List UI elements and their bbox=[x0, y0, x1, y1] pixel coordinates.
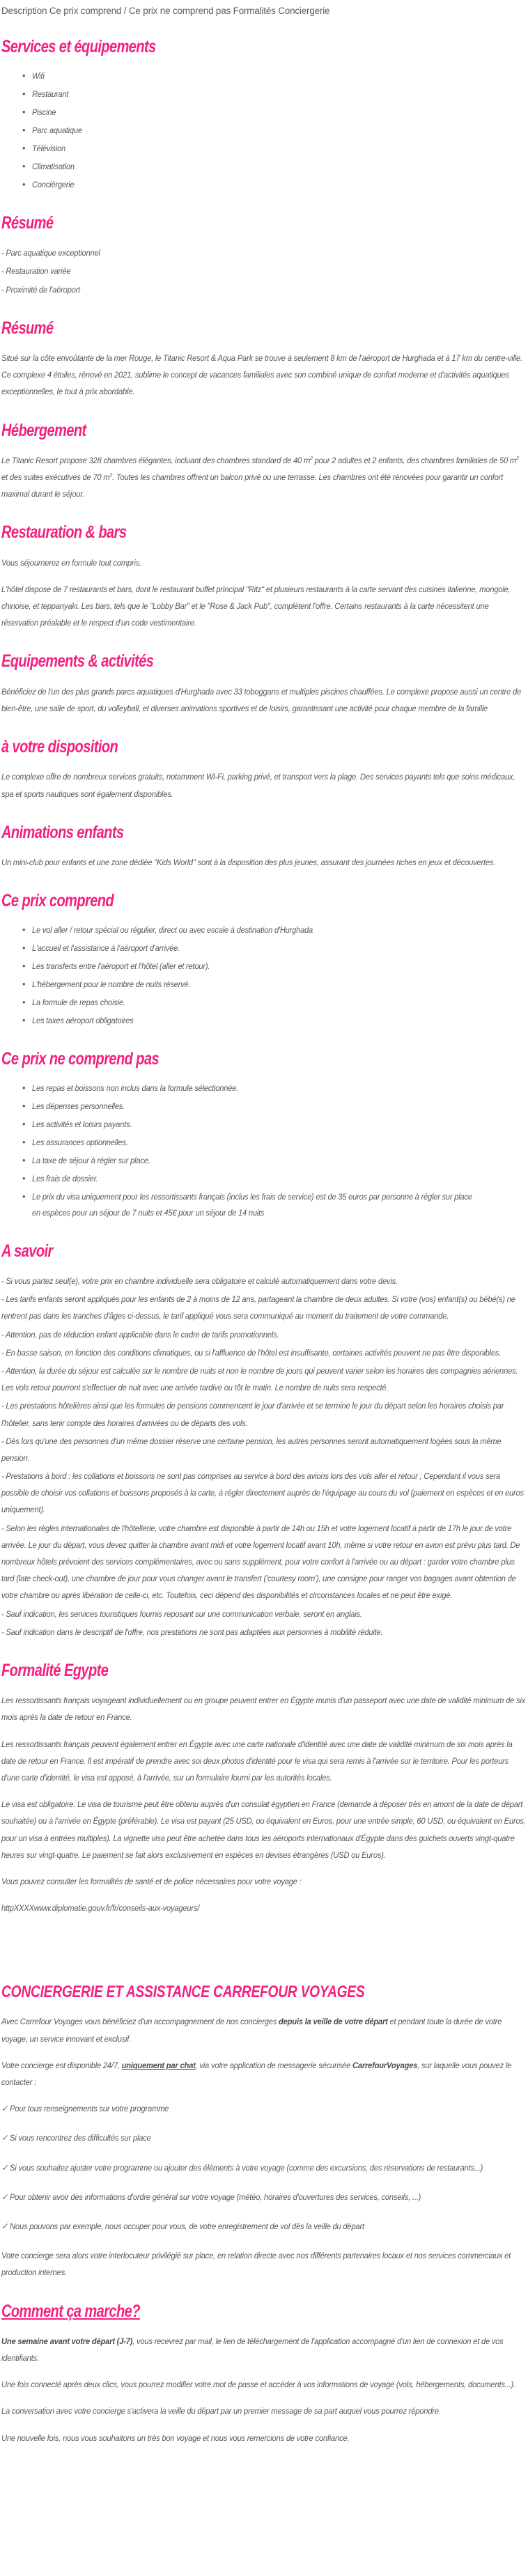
dash-line: - Les prestations hôtelières ainsi que les formules de pensions commencent le jour d'arrivée et se termine le jour du départ selon les horaires choisis par l'hôtelier, sans tenir compte des horaires d'arrivées ou de départs des vols. bbox=[1, 1401, 504, 1428]
check-line: ✓ Pour obtenir avoir des informations d'ordre général sur votre voyage (météo, horaires d'ouvertures des services, conseils, ...) bbox=[1, 2191, 421, 2202]
heb-part-1: Le Titanic Resort propose 328 chambres élégantes, incluant des chambres standard de 40 m bbox=[1, 455, 311, 465]
check-line: ✓ Pour tous renseignements sur votre programme bbox=[1, 2104, 169, 2114]
list-item: • Le prix du visa uniquement pour les ressortissants français (inclus les frais de service) est de 35 euros par personne à régler sur place en espèces pour un séjour de 7 nuits et 45€ pour un séjour de 14 nuits bbox=[22, 1189, 527, 1221]
heb-part-2: pour 2 adultes et 2 enfants, des chambres familiales de 50 m bbox=[312, 455, 517, 465]
list-item: • L'accueil et l'assistance à l'aéroport d'arrivée. bbox=[22, 940, 527, 956]
conciergerie-intro-part2: et pendant toute la durée de votre voyage, un service innovant et exclusif. bbox=[1, 2017, 502, 2044]
disposition-paragraph: Le complexe offre de nombreux services gratuits, notamment Wi-Fi, parking privé, et transport vers la plage. Des services payants tels que soins médicaux, spa et sports nautiques sont également disponibles. bbox=[1, 772, 515, 799]
list-item: • La formule de repas choisie. bbox=[22, 995, 527, 1011]
check-line: ✓ Si vous rencontrez des difficultés sur place bbox=[1, 2133, 151, 2143]
comment-paragraph-3: La conversation avec votre concierge s'activera la veille du départ par un premier message de sa part auquel vous pourrez répondre. bbox=[1, 2406, 441, 2416]
comment-p1-rest: , vous recevrez par mail, le lien de téléchargement de l'application accompagné d'un lien de connexion et de vos identifiants. bbox=[1, 2336, 504, 2363]
formalite-paragraph-3: Le visa est obligatoire. Le visa de tourisme peut être obtenu auprès d'un consulat égyptien en France (demande à déposer très en amont de la date de départ souhaitée) ou à l'arrivée en Égypte (préférable). Le visa est payant (25 USD, ou équivalent en Euros, pour une entrée simple, 60 USD, ou équivalent en Euros, pour un visa à entrées multiples). La vignette visa peut être achetée dans tous les aéroports internationaux d'Égypte dans des guichets ouverts vingt-quatre heures sur vingt-quatre. Le paiement se fait alors exclusivement en espèces en devises étrangères (USD ou Euros). bbox=[1, 1799, 526, 1860]
list-item: • Les assurances optionnelles. bbox=[22, 1135, 527, 1151]
dash-line: - Dès lors qu'une des personnes d'un même dossier réserve une certaine pension, les autres personnes seront automatiquement logées sous la même pension. bbox=[1, 1436, 502, 1463]
list-item: • Conciérgerie bbox=[22, 177, 527, 193]
list-item: • Wifi bbox=[22, 68, 527, 84]
section-title-formalite-egypte: Formalité Egypte bbox=[1, 1660, 109, 1680]
list-item: • La taxe de séjour à régler sur place. bbox=[22, 1153, 527, 1169]
list-item: • Parc aquatique bbox=[22, 123, 527, 139]
section-title-resume-text: Résumé bbox=[1, 318, 54, 338]
list-item: • Les frais de dossier. bbox=[22, 1171, 527, 1187]
list-item: • Les dépenses personnelles. bbox=[22, 1099, 527, 1115]
section-title-hebergement: Hébergement bbox=[1, 420, 86, 440]
list-item: • Le vol aller / retour spécial ou régulier, direct ou avec escale à destination d'Hurghada bbox=[22, 922, 527, 938]
resume-highlights bbox=[1, 245, 527, 298]
list-item: • Les transferts entre l'aéroport et l'hôtel (aller et retour). bbox=[22, 959, 527, 975]
formalite-link[interactable]: httpXXXXwww.diplomatie.gouv.fr/fr/conseils-aux-voyageurs/ bbox=[1, 1903, 200, 1914]
list-item: • Les activités et loisirs payants. bbox=[22, 1117, 527, 1133]
avail-app-name: CarrefourVoyages bbox=[352, 2060, 418, 2070]
dash-line: - Les tarifs enfants seront appliqués pour les enfants de 2 à moins de 12 ans, partageant la chambre de deux adultes. Si votre (vos) enfant(s) ou bébé(s) ne rentrent pas dans les tranches d'âges ci-dessus, le tarif appliqué vous sera communiqué au moment du traitement de votre commande. bbox=[1, 1294, 515, 1321]
check-line: ✓ Si vous souhaitez ajuster votre programme ou ajouter des éléments à votre voyage (comme des excursions, des réservations de restaurants...) bbox=[1, 2162, 483, 2173]
animations-paragraph: Un mini-club pour enfants et une zone dédiée "Kids World" sont à la disposition des plus jeunes, assurant des journées riches en jeux et découvertes. bbox=[1, 857, 496, 867]
heb-part-4: . Toutes les chambres offrent un balcon privé ou une terrasse. Les chambres ont été rénovées pour garantir un confort maximal durant le séjour. bbox=[1, 472, 504, 499]
section-title-comment-ca-marche: Comment ça marche? bbox=[1, 2301, 140, 2321]
resume-paragraph: Situé sur la côte envoûtante de la mer Rouge, le Titanic Resort & Aqua Park se trouve à seulement 8 km de l'aéroport de Hurghada et à 17 km du centre-ville. Ce complexe 4 étoiles, rénové en 2021, sublime le concept de vacances familiales avec son combiné unique de confort moderne et d'activités aquatiques exceptionnelles, le tout à prix abordable. bbox=[1, 353, 522, 397]
formalite-paragraph-2: Les ressortissants français peuvent également entrer en Égypte avec une carte nationale d'identité avec une date de validité minimum de six mois après la date de retour en France. Il est impératif de prendre avec soi deux photos d'identité pour le visa qui sera remis à l'arrivée sur le territoire. Pour les porteurs d'une carte d'identité, le visa est apposé, à l'arrivée, sur un formulaire fourni par les autorités locales. bbox=[1, 1739, 513, 1783]
conciergerie-availability bbox=[1, 2057, 527, 2090]
dash-line: - Sauf indication, les services touristiques fournis reposant sur une communication verbale, seront en anglais. bbox=[1, 1608, 362, 1619]
section-title-services: Services et équipements bbox=[1, 37, 156, 57]
dash-line: - Restauration variée bbox=[1, 266, 71, 277]
section-title-prix-ne-comprend-pas: Ce prix ne comprend pas bbox=[1, 1049, 160, 1069]
comment-paragraph-1 bbox=[1, 2333, 527, 2366]
list-item: • Climatisation bbox=[22, 159, 527, 175]
superscript-squared: 2 bbox=[109, 471, 113, 478]
avail-part2: , via votre application de messagerie sécurisée bbox=[195, 2060, 352, 2070]
section-title-equipements: Equipements & activités bbox=[1, 651, 154, 672]
section-title-conciergerie: CONCIERGERIE ET ASSISTANCE CARREFOUR VOYAGES bbox=[1, 1983, 365, 2002]
check-line: ✓ Nous pouvons par exemple, nous occuper pour vous, de votre enregistrement de vol dès la veille du départ bbox=[1, 2221, 364, 2231]
list-item: • Les taxes aéroport obligatoires bbox=[22, 1013, 527, 1029]
restauration-paragraph-1: Vous séjournerez en formule tout compris. bbox=[1, 557, 141, 568]
conciergerie-closing: Votre concierge sera alors votre interlocuteur privilégié sur place, en relation directe avec nos différents partenaires locaux et nos services commerciaux et production internes. bbox=[1, 2251, 511, 2278]
a-savoir-list bbox=[1, 1273, 527, 1640]
section-title-resume-points: Résumé bbox=[1, 213, 54, 233]
section-spacer bbox=[1, 1926, 527, 1962]
conciergerie-check-list bbox=[1, 2100, 527, 2235]
section-title-prix-comprend: Ce prix comprend bbox=[1, 891, 114, 911]
dash-line: - Selon les règles internationales de l'hôtellerie, votre chambre est disponible à partir de 14h ou 15h et votre logement locatif à partir de 17h le jour de votre arrivée. Le jour du départ, vous devez quitter la chambre avant midi et votre logement locatif avant 10h, même si votre retour en avion est prévu plus tard. De nombreux hôtels prévoient des services complémentaires, avec ou sans supplément, pour votre confort à l'arrivée ou au départ : garder votre chambre plus tard (late check-out), une chambre de jour pour vous changer avant le transfert ('courtesy room'), une consigne pour ranger vos bagages avant obtention de votre chambre ou après libération de celle-ci, etc. Toutefois, ceci dépend des disponibilités et circonstances locales et ne peut être exigé. bbox=[1, 1523, 520, 1601]
list-item: • Les repas et boissons non inclus dans la formule sélectionnée. bbox=[22, 1080, 527, 1096]
section-title-animations: Animations enfants bbox=[1, 822, 124, 842]
heb-part-3: et des suites exécutives de 70 m bbox=[1, 472, 110, 483]
list-item: • Piscine bbox=[22, 104, 527, 121]
dash-line: - Sauf indication dans le descriptif de l'offre, nos prestations ne sont pas adaptées aux personnes à mobilité réduite. bbox=[1, 1627, 383, 1637]
conciergerie-intro-bold: depuis la veille de votre départ bbox=[279, 2017, 388, 2027]
avail-part1: Votre concierge est disponible 24/7, bbox=[1, 2060, 122, 2070]
comment-paragraph-2: Une fois connecté après deux clics, vous pourrez modifier votre mot de passe et accéder à vos informations de voyage (vols, hébergements, documents...). bbox=[1, 2380, 515, 2390]
section-title-a-savoir: A savoir bbox=[1, 1241, 53, 1261]
hebergement-paragraph bbox=[1, 452, 527, 503]
dash-line: - Parc aquatique exceptionnel bbox=[1, 248, 100, 258]
list-item: • L'hébergement pour le nombre de nuits réservé. bbox=[22, 977, 527, 993]
equipements-paragraph: Bénéficiez de l'un des plus grands parcs aquatiques d'Hurghada avec 33 toboggans et multiples piscines chauffées. Le complexe propose aussi un centre de bien-être, une salle de sport, du volleyball, et diverses animations sportives et de loisirs, garantissant une activité pour chaque membre de la famille bbox=[1, 686, 521, 713]
dash-line: - Prestations à bord : les collations et boissons ne sont pas comprises au service à bord des avions lors des vols aller et retour ; Cependant il vous sera possible de choisir vos collations et boissons proposés à la carte, à régler directement auprès de l'équipage au cours du vol (paiement en espèces et en euros uniquement). bbox=[1, 1471, 524, 1515]
avail-part3: , sur laquelle vous pouvez le contacter : bbox=[1, 2060, 512, 2087]
conciergerie-intro bbox=[1, 2013, 527, 2047]
dash-line: - Proximité de l'aéroport bbox=[1, 284, 81, 295]
comment-paragraph-4: Une nouvelle fois, nous vous souhaitons un très bon voyage et nous vous remercions de votre confiance. bbox=[1, 2433, 350, 2443]
breadcrumb[interactable]: Description Ce prix comprend / Ce prix ne comprend pas Formalités Conciergerie bbox=[1, 6, 330, 16]
dash-line: - Attention, la durée du séjour est calculée sur le nombre de nuits et non le nombre de jours qui peuvent varier selon les horaires des compagnies aériennes. Les vols retour pourront s'effectuer de nuit avec une arrivée tardive ou tôt le matin. Le nombre de nuits sera respecté. bbox=[1, 1365, 518, 1393]
section-title-disposition: à votre disposition bbox=[1, 737, 118, 757]
comment-p1-bold: Une semaine avant votre départ (J-7) bbox=[1, 2336, 133, 2346]
restauration-paragraph-2: L'hôtel dispose de 7 restaurants et bars, dont le restaurant buffet principal "Ritz" et plusieurs restaurants à la carte servant des cuisines italienne, mongole, chinoise, et teppanyaki. Les bars, tels que le "Lobby Bar" et le "Rose & Jack Pub", complètent l'offre. Certains restaurants à la carte nécessitent une réservation préalable et le respect d'un code vestimentaire. bbox=[1, 584, 511, 628]
formalite-paragraph-1: Les ressortissants français voyageant individuellement ou en groupe peuvent entrer en Égypte munis d'un passeport avec une date de validité minimum de six mois après la date de retour en France. bbox=[1, 1696, 526, 1723]
avail-chat-emphasis: uniquement par chat bbox=[121, 2060, 196, 2070]
dash-line: - Attention, pas de réduction enfant applicable dans le cadre de tarifs promotionnels. bbox=[1, 1329, 279, 1340]
dash-line: - Si vous partez seul(e), votre prix en chambre individuelle sera obligatoire et calculé automatiquement dans votre devis. bbox=[1, 1276, 398, 1286]
excluded-list bbox=[1, 1080, 527, 1221]
included-list bbox=[1, 922, 527, 1029]
formalite-paragraph-4: Vous pouvez consulter les formalités de santé et de police nécessaires pour votre voyage : bbox=[1, 1876, 302, 1886]
superscript-squared: 2 bbox=[516, 454, 519, 461]
conciergerie-intro-part1: Avec Carrefour Voyages vous bénéficiez d'un accompagnement de nos concierges bbox=[1, 2017, 279, 2027]
services-list bbox=[1, 68, 527, 193]
list-item: • Restaurant bbox=[22, 86, 527, 102]
list-item: • Télévision bbox=[22, 141, 527, 157]
dash-line: - En basse saison, en fonction des conditions climatiques, ou si l'affluence de l'hôtel est insuffisante, certaines activités peuvent ne pas être disponibles. bbox=[1, 1347, 502, 1358]
superscript-squared: 2 bbox=[310, 454, 313, 461]
section-title-restauration: Restauration & bars bbox=[1, 522, 127, 543]
